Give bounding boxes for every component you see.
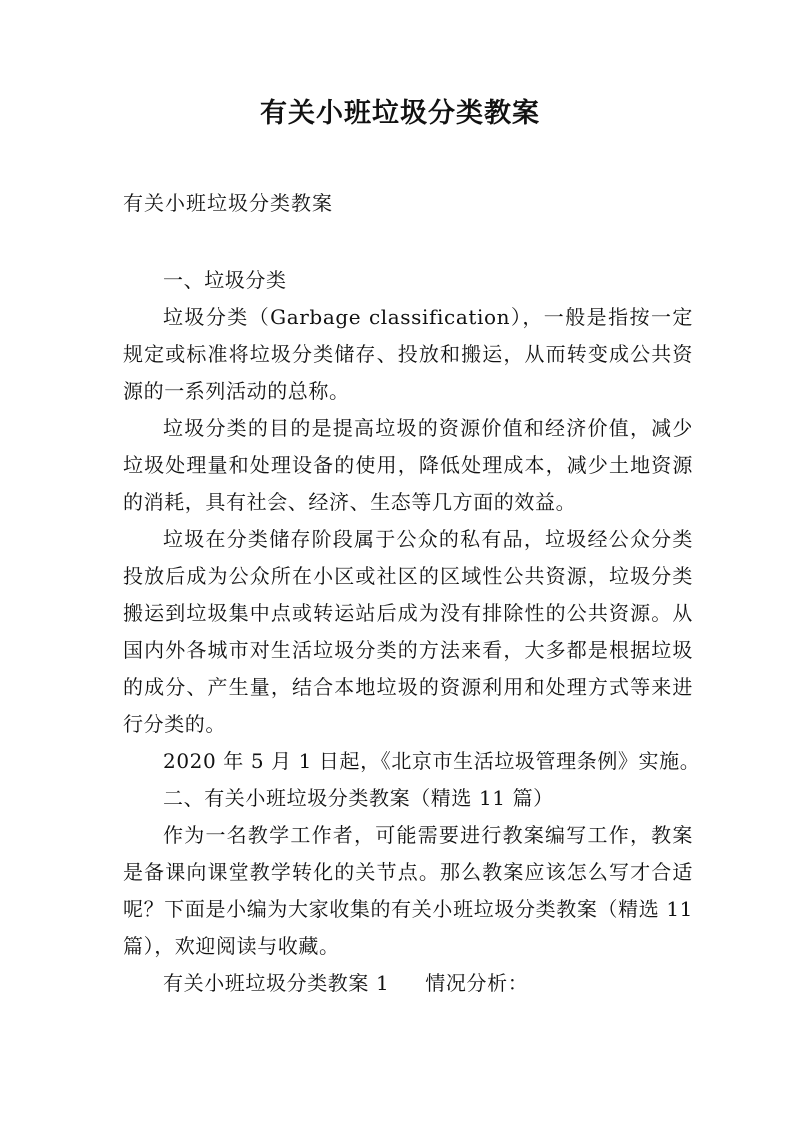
lesson-line xyxy=(123,965,693,1002)
document-subtitle: 有关小班垃圾分类教案 xyxy=(123,191,333,215)
lesson-title: 有关小班垃圾分类教案 1 xyxy=(163,971,390,995)
paragraph-2: 垃圾分类的目的是提高垃圾的资源价值和经济价值，减少垃圾处理量和处理设备的使用，降低处理成本，减少土地资源的消耗，具有社会、经济、生态等几方面的效益。 xyxy=(123,416,693,514)
section-heading-2: 二、有关小班垃圾分类教案（精选 11 篇） xyxy=(163,786,554,810)
paragraph-1: 垃圾分类（Garbage classification），一般是指按一定规定或标准将垃圾分类储存、投放和搬运，从而转变成公共资源的一系列活动的总称。 xyxy=(123,305,693,403)
section-heading-1: 一、垃圾分类 xyxy=(163,268,287,292)
paragraph-3: 垃圾在分类储存阶段属于公众的私有品，垃圾经公众分类投放后成为公众所在小区或社区的区域性公共资源，垃圾分类搬运到垃圾集中点或转运站后成为没有排除性的公共资源。从国内外各城市对生活垃圾分类的方法来看，大多都是根据垃圾的成分、产生量，结合本地垃圾的资源利用和处理方式等来进行分类的。 xyxy=(123,527,693,736)
paragraph-4: 2020 年 5 月 1 日起，《北京市生活垃圾管理条例》实施。 xyxy=(163,749,701,773)
lesson-item-label: 情况分析： xyxy=(425,971,529,995)
document-body xyxy=(123,262,701,1002)
document-title: 有关小班垃圾分类教案 xyxy=(260,98,540,129)
paragraph-5: 作为一名教学工作者，可能需要进行教案编写工作，教案是备课向课堂教学转化的关节点。那么教案应该怎么写才合适呢？下面是小编为大家收集的有关小班垃圾分类教案（精选 11 篇），欢迎阅读与收藏。 xyxy=(123,823,693,958)
